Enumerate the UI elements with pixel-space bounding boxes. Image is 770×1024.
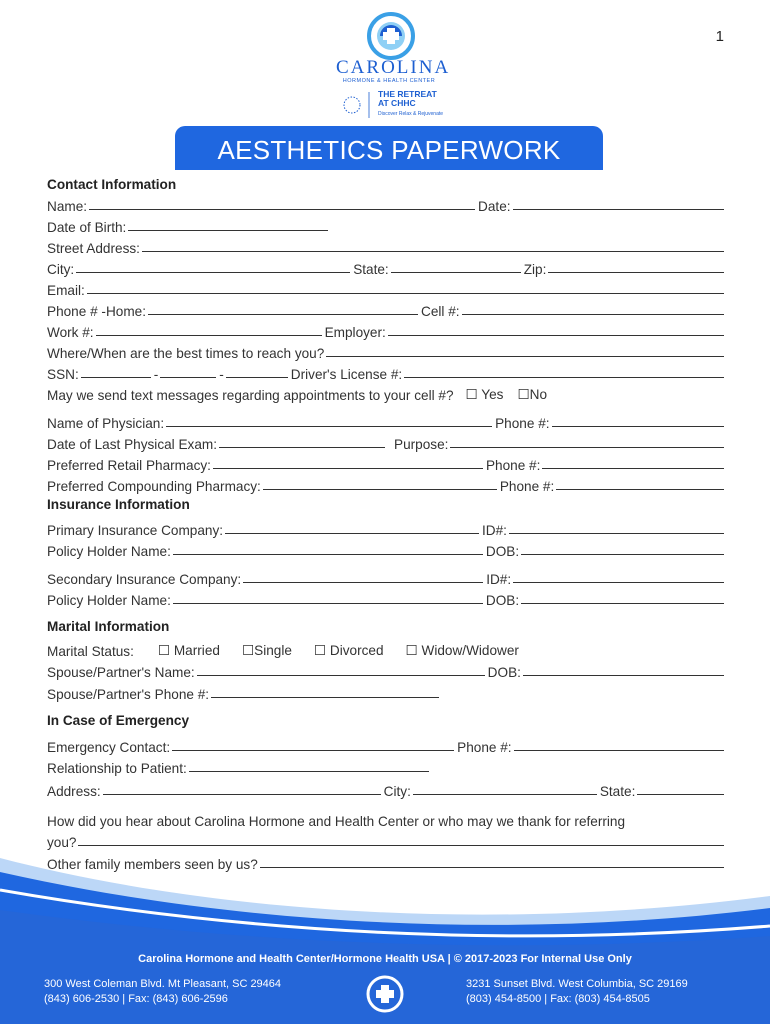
retail-pharmacy-field[interactable] (213, 468, 483, 469)
logo-tagline: Discover Relax & Rejuvenate (378, 111, 444, 117)
footer-left-location: 300 West Coleman Blvd. Mt Pleasant, SC 29464 (843) 606-2530 | Fax: (843) 606-2596 (44, 978, 282, 1005)
row-secondary-insurance: Secondary Insurance Company: ID#: (47, 567, 727, 587)
emergency-phone-field[interactable] (514, 750, 724, 751)
referral-field[interactable] (78, 845, 724, 846)
spouse-phone-field[interactable] (211, 697, 439, 698)
row-relationship: Relationship to Patient: (47, 756, 727, 776)
spouse-name-field[interactable] (197, 675, 485, 676)
footer-title: Carolina Hormone and Health Center/Hormone Health USA | © 2017-2023 For Internal Use Only (138, 953, 632, 965)
secondary-holder-field[interactable] (173, 603, 483, 604)
section-insurance: Insurance Information (47, 497, 190, 512)
row-city: City: State: Zip: (47, 257, 727, 277)
row-ssn: SSN: - - Driver's License #: (47, 362, 727, 382)
row-referral-question: How did you hear about Carolina Hormone and Health Center or who may we thank for referring (47, 814, 626, 829)
license-field[interactable] (404, 377, 724, 378)
row-street: Street Address: (47, 236, 727, 256)
row-dob: Date of Birth: (47, 215, 727, 235)
spouse-dob-field[interactable] (523, 675, 724, 676)
physician-phone-field[interactable] (552, 426, 724, 427)
row-best-times: Where/When are the best times to reach you? (47, 341, 727, 361)
cell-field[interactable] (462, 314, 724, 315)
best-times-field[interactable] (326, 356, 724, 357)
dob-field[interactable] (128, 230, 328, 231)
row-work: Work #: Employer: (47, 320, 727, 340)
ssn-field-1[interactable] (81, 377, 151, 378)
retail-phone-field[interactable] (542, 468, 724, 469)
page-number: 1 (715, 28, 724, 45)
compounding-phone-field[interactable] (556, 489, 724, 490)
row-last-exam: Date of Last Physical Exam: Purpose: (47, 432, 727, 452)
row-phone-home: Phone # -Home: Cell #: (47, 299, 727, 319)
widow-checkbox[interactable]: ☐ Widow/Widower (405, 643, 519, 658)
physician-field[interactable] (166, 426, 492, 427)
relationship-field[interactable] (189, 771, 429, 772)
secondary-insurance-field[interactable] (243, 582, 483, 583)
yes-checkbox[interactable]: ☐ Yes (465, 387, 504, 402)
purpose-field[interactable] (450, 447, 724, 448)
row-physician: Name of Physician: Phone #: (47, 411, 727, 431)
row-family: Other family members seen by us? (47, 852, 727, 872)
ssn-field-3[interactable] (226, 377, 288, 378)
page-title: AESTHETICS PAPERWORK (175, 126, 603, 170)
row-primary-insurance: Primary Insurance Company: ID#: (47, 518, 727, 538)
row-compounding-pharmacy: Preferred Compounding Pharmacy: Phone #: (47, 474, 727, 494)
footer-right-location: 3231 Sunset Blvd. West Columbia, SC 29169 (803) 454-8500 | Fax: (803) 454-8505 (466, 978, 688, 1005)
primary-id-field[interactable] (509, 533, 724, 534)
address-field[interactable] (103, 794, 381, 795)
row-primary-holder: Policy Holder Name: DOB: (47, 539, 727, 559)
row-spouse-name: Spouse/Partner's Name: DOB: (47, 660, 727, 680)
row-emergency-contact: Emergency Contact: Phone #: (47, 735, 727, 755)
single-checkbox[interactable]: ☐Single (241, 643, 292, 658)
emergency-city-field[interactable] (413, 794, 597, 795)
section-contact: Contact Information (47, 177, 177, 192)
row-email: Email: (47, 278, 727, 298)
divorced-checkbox[interactable]: ☐ Divorced (313, 643, 384, 658)
date-field[interactable] (513, 209, 724, 210)
compounding-pharmacy-field[interactable] (263, 489, 497, 490)
last-exam-field[interactable] (219, 447, 385, 448)
secondary-id-field[interactable] (513, 582, 724, 583)
emergency-contact-field[interactable] (172, 750, 454, 751)
primary-insurance-field[interactable] (225, 533, 479, 534)
city-field[interactable] (76, 272, 350, 273)
logo-name: CAROLINA (336, 57, 451, 78)
row-referral-answer: you? (47, 830, 727, 850)
no-checkbox[interactable]: ☐No (517, 387, 548, 402)
row-address: Address: City: State: (47, 779, 727, 799)
row-marital-status: Marital Status: ☐ Married ☐Single ☐ Divorced ☐ Widow/Widower (47, 643, 519, 659)
section-marital: Marital Information (47, 619, 170, 634)
secondary-dob-field[interactable] (521, 603, 724, 604)
name-field[interactable] (89, 209, 475, 210)
row-text-consent: May we send text messages regarding appointments to your cell #? ☐ Yes ☐No (47, 387, 548, 403)
ssn-field-2[interactable] (160, 377, 216, 378)
employer-field[interactable] (388, 335, 724, 336)
emergency-state-field[interactable] (637, 794, 724, 795)
primary-holder-field[interactable] (173, 554, 483, 555)
row-secondary-holder: Policy Holder Name: DOB: (47, 588, 727, 608)
zip-field[interactable] (548, 272, 724, 273)
work-field[interactable] (96, 335, 322, 336)
street-field[interactable] (142, 251, 724, 252)
state-field[interactable] (391, 272, 521, 273)
section-emergency: In Case of Emergency (47, 713, 190, 728)
married-checkbox[interactable]: ☐ Married (157, 643, 220, 658)
row-retail-pharmacy: Preferred Retail Pharmacy: Phone #: (47, 453, 727, 473)
logo-retreat: THE RETREAT AT CHHC (378, 89, 437, 108)
footer-logo-icon (363, 972, 407, 1016)
primary-dob-field[interactable] (521, 554, 724, 555)
logo-subtitle: HORMONE & HEALTH CENTER (342, 78, 436, 84)
row-name: Name: Date: (47, 194, 727, 214)
email-field[interactable] (87, 293, 724, 294)
row-spouse-phone: Spouse/Partner's Phone #: (47, 682, 727, 702)
home-phone-field[interactable] (148, 314, 418, 315)
